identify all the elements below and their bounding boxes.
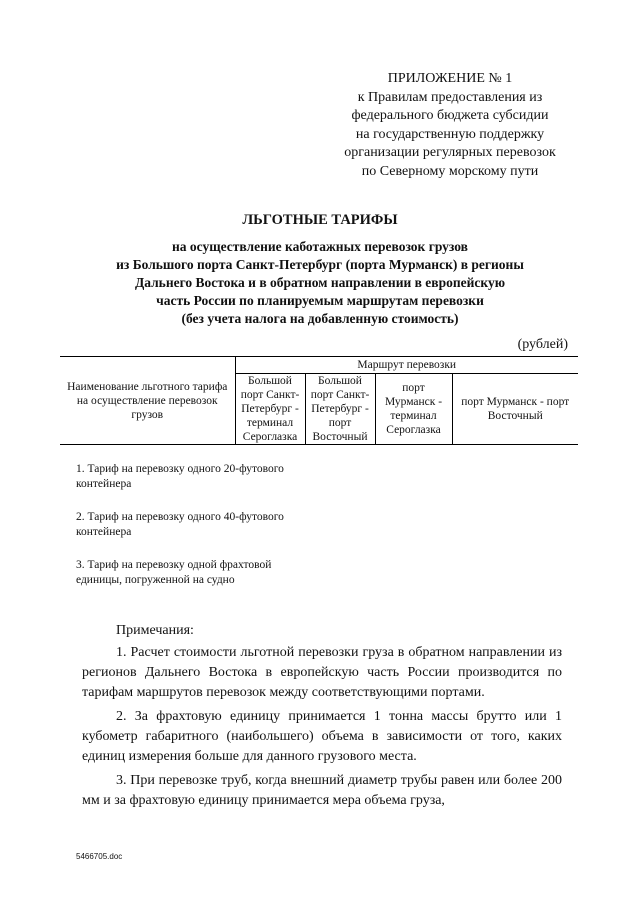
route-column-header: порт Мурманск - терминал Сероглазка bbox=[375, 374, 452, 445]
subtitle-line: часть России по планируемым маршрутам перевозки bbox=[156, 293, 484, 308]
tariff-rows bbox=[76, 462, 296, 606]
appendix-line: организации регулярных перевозок bbox=[344, 145, 556, 161]
file-name-footer: 5466705.doc bbox=[76, 852, 123, 861]
route-header: Маршрут перевозки bbox=[235, 357, 578, 374]
table-row: 3. Тариф на перевозку одной фрахтовой единицы, погруженной на судно bbox=[76, 559, 272, 586]
subtitle-line: (без учета налога на добавленную стоимость) bbox=[181, 311, 459, 326]
note-item: 1. Расчет стоимости льготной перевозки груза в обратном направлении из регионов Дальнего Востока в европейскую часть России производится по тарифам маршрутов перевозок между соответствующими портами. bbox=[82, 645, 562, 700]
subtitle-line: из Большого порта Санкт-Петербург (порта Мурманск) в регионы bbox=[116, 257, 524, 272]
appendix-line: по Северному морскому пути bbox=[361, 163, 539, 179]
note-item: 3. При перевозке труб, когда внешний диаметр трубы равен или более 200 мм и за фрахтовую единицу принимается мера объема груза, bbox=[82, 773, 562, 808]
appendix-line: на государственную поддержку bbox=[355, 126, 545, 142]
tariff-name-header: Наименование льготного тарифа на осуществление перевозок грузов bbox=[60, 357, 235, 445]
route-column-header: Большой порт Санкт-Петербург - порт Восточный bbox=[305, 374, 375, 445]
appendix-block bbox=[300, 70, 600, 182]
tariff-table bbox=[60, 356, 578, 445]
document-subtitle bbox=[60, 238, 580, 328]
notes-heading: Примечания: bbox=[116, 623, 194, 638]
subtitle-line: Дальнего Востока и в обратном направлении в европейскую bbox=[134, 275, 506, 290]
subtitle-line: на осуществление каботажных перевозок грузов bbox=[172, 239, 468, 254]
route-column-header: Большой порт Санкт-Петербург - терминал Сероглазка bbox=[235, 374, 305, 445]
appendix-line: федерального бюджета субсидии bbox=[351, 108, 549, 124]
appendix-line: ПРИЛОЖЕНИЕ № 1 bbox=[387, 71, 513, 86]
document-title: ЛЬГОТНЫЕ ТАРИФЫ bbox=[242, 212, 398, 228]
note-item: 2. За фрахтовую единицу принимается 1 тонна массы брутто или 1 кубометр габаритного (наибольшего) объема в зависимости от того, каких единиц измерения больше для данного грузового места. bbox=[82, 709, 562, 764]
currency-unit: (рублей) bbox=[517, 337, 568, 352]
appendix-line: к Правилам предоставления из bbox=[357, 89, 543, 105]
notes-section bbox=[82, 621, 562, 815]
table-row: 2. Тариф на перевозку одного 40-футового контейнера bbox=[76, 511, 284, 538]
route-column-header: порт Мурманск - порт Восточный bbox=[452, 374, 578, 445]
table-row: 1. Тариф на перевозку одного 20-футового контейнера bbox=[76, 463, 284, 490]
